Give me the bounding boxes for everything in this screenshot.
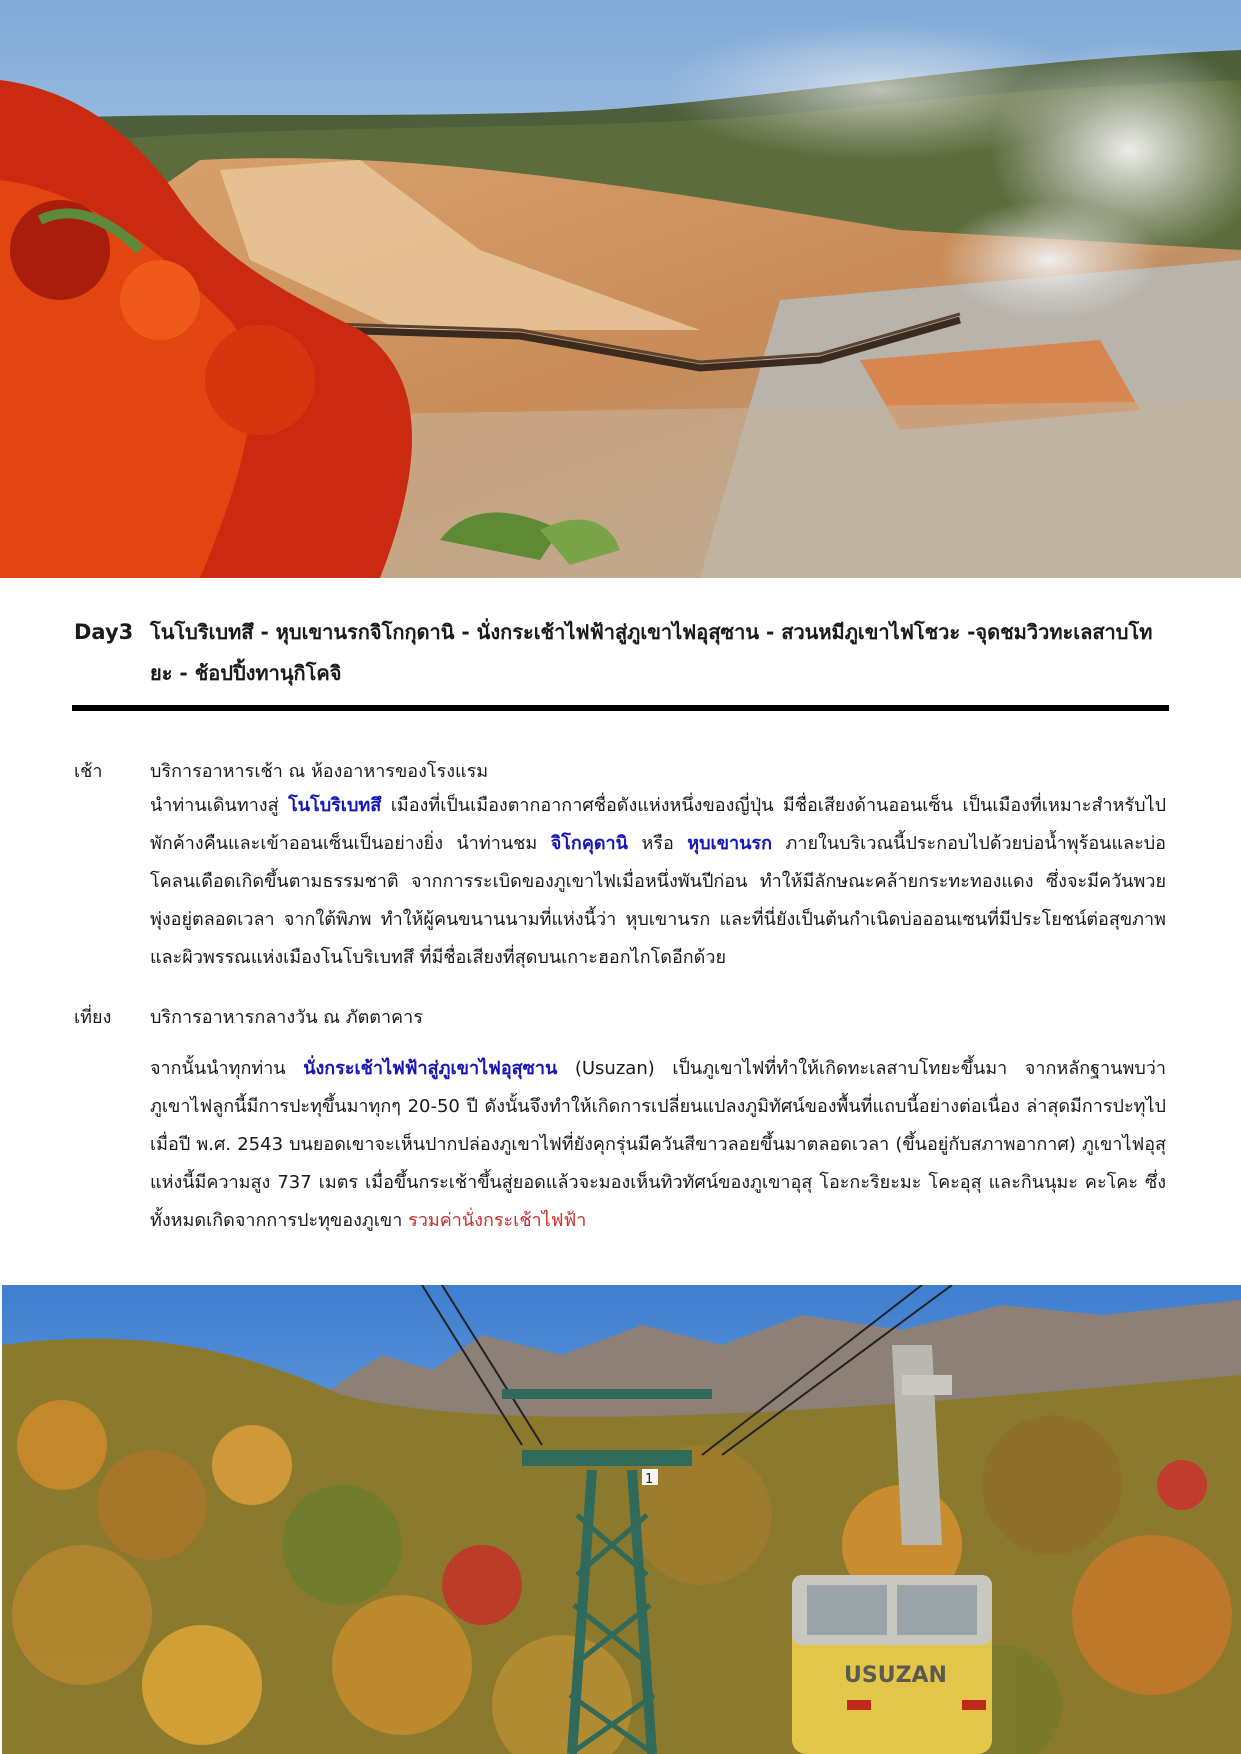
cabin-text: USUZAN: [844, 1663, 947, 1688]
morning-text-1: นำท่านเดินทางสู่: [150, 795, 289, 816]
day-title: โนโบริเบทสึ - หุบเขานรกจิโกกุดานิ - นั่งกระเช้าไฟฟ้าสู่ภูเขาไฟอุสุซาน - สวนหมีภูเขาไฟโชวะ -จุดชมวิวทะเลสาบโทยะ - ช้อปปิ้งทานุกิโคจิ: [150, 620, 1153, 685]
noon-text-2: (Usuzan) เป็นภูเขาไฟที่ทำให้เกิดทะเลสาบโทยะขึ้นมา จากหลักฐานพบว่า ภูเขาไฟลูกนี้มีการปะทุขึ้นมาทุกๆ 20-50 ปี ดังนั้นจึงทำให้เกิดการเปลี่ยนแปลงภูมิทัศน์ของพื้นที่แถบนี้อย่างต่อเนื่อง ล่าสุดมีการปะทุไปเมื่อปี พ.ศ. 2543 บนยอดเขาจะเห็นปากปล่องภูเขาไฟที่ยังคุกรุ่นมีควันสีขาวลอยขึ้นมาตลอดเวลา (ขึ้นอยู่กับสภาพอากาศ) ภูเขาไฟอุสุแห่งนี้มีความสูง 737 เมตร เมื่อขึ้นกระเช้าขึ้นสู่ยอดแล้วจะมองเห็นทิวทัศน์ของภูเขาอุสุ โอะกะริยะมะ โคะอุสุ และกินนุมะ คะโคะ ซึ่งทั้งหมดเกิดจากการปะทุของภูเขา: [150, 1058, 1166, 1231]
morning-paragraph: [150, 787, 1166, 977]
morning-text-2: เมืองที่เป็นเมืองตากอากาศชื่อดังแห่งหนึ่งของญี่ปุ่น มีชื่อเสียงด้านออนเซ็น เป็นเมืองที่เหมาะสำหรับไปพักค้างคืนและเข้าออนเซ็นเป็นอย่างยิ่ง นำท่านชม: [150, 795, 1166, 854]
ropeway-included-note: รวมค่านั่งกระเช้าไฟฟ้า: [408, 1210, 587, 1231]
morning-label: เช้า: [74, 761, 103, 782]
noon-paragraph: [150, 1050, 1166, 1240]
morning-meal: บริการอาหารเช้า ณ ห้องอาหารของโรงแรม: [150, 761, 489, 782]
morning-text-3: หรือ: [627, 833, 688, 854]
jigokudani-photo: [0, 0, 1241, 578]
noon-label: เที่ยง: [74, 1007, 112, 1028]
place-hell-valley: หุบเขานรก: [687, 833, 772, 854]
day-label: Day3: [74, 620, 134, 644]
place-noboribetsu: โนโบริเบทสึ: [288, 795, 382, 816]
usuzan-ropeway-photo: [2, 1285, 1241, 1754]
noon-text-1: จากนั้นนำทุกท่าน: [150, 1058, 304, 1079]
header-rule: [72, 705, 1169, 711]
tower-number: 1: [645, 1472, 654, 1487]
noon-meal: บริการอาหารกลางวัน ณ ภัตตาคาร: [150, 1007, 423, 1028]
morning-text-4: ภายในบริเวณนี้ประกอบไปด้วยบ่อน้ำพุร้อนและบ่อโคลนเดือดเกิดขึ้นตามธรรมชาติ จากการระเบิดของภูเขาไฟเมื่อหนึ่งพันปีก่อน ทำให้มีลักษณะคล้ายกระทะทองแดง ซึ่งจะมีควันพวยพุ่งอยู่ตลอดเวลา จากใต้พิภพ ทำให้ผู้คนขนานนามที่แห่งนี้ว่า หุบเขานรก และที่นี่ยังเป็นต้นกำเนิดบ่อออนเซนที่มีประโยชน์ต่อสุขภาพและผิวพรรณแห่งเมืองโนโบริเบทสึ ที่มีชื่อเสียงที่สุดบนเกาะฮอกไกโดอีกด้วย: [150, 833, 1166, 968]
place-usuzan-ropeway: นั่งกระเช้าไฟฟ้าสู่ภูเขาไฟอุสุซาน: [303, 1058, 558, 1079]
place-jigokudani: จิโกคุดานิ: [550, 833, 628, 854]
